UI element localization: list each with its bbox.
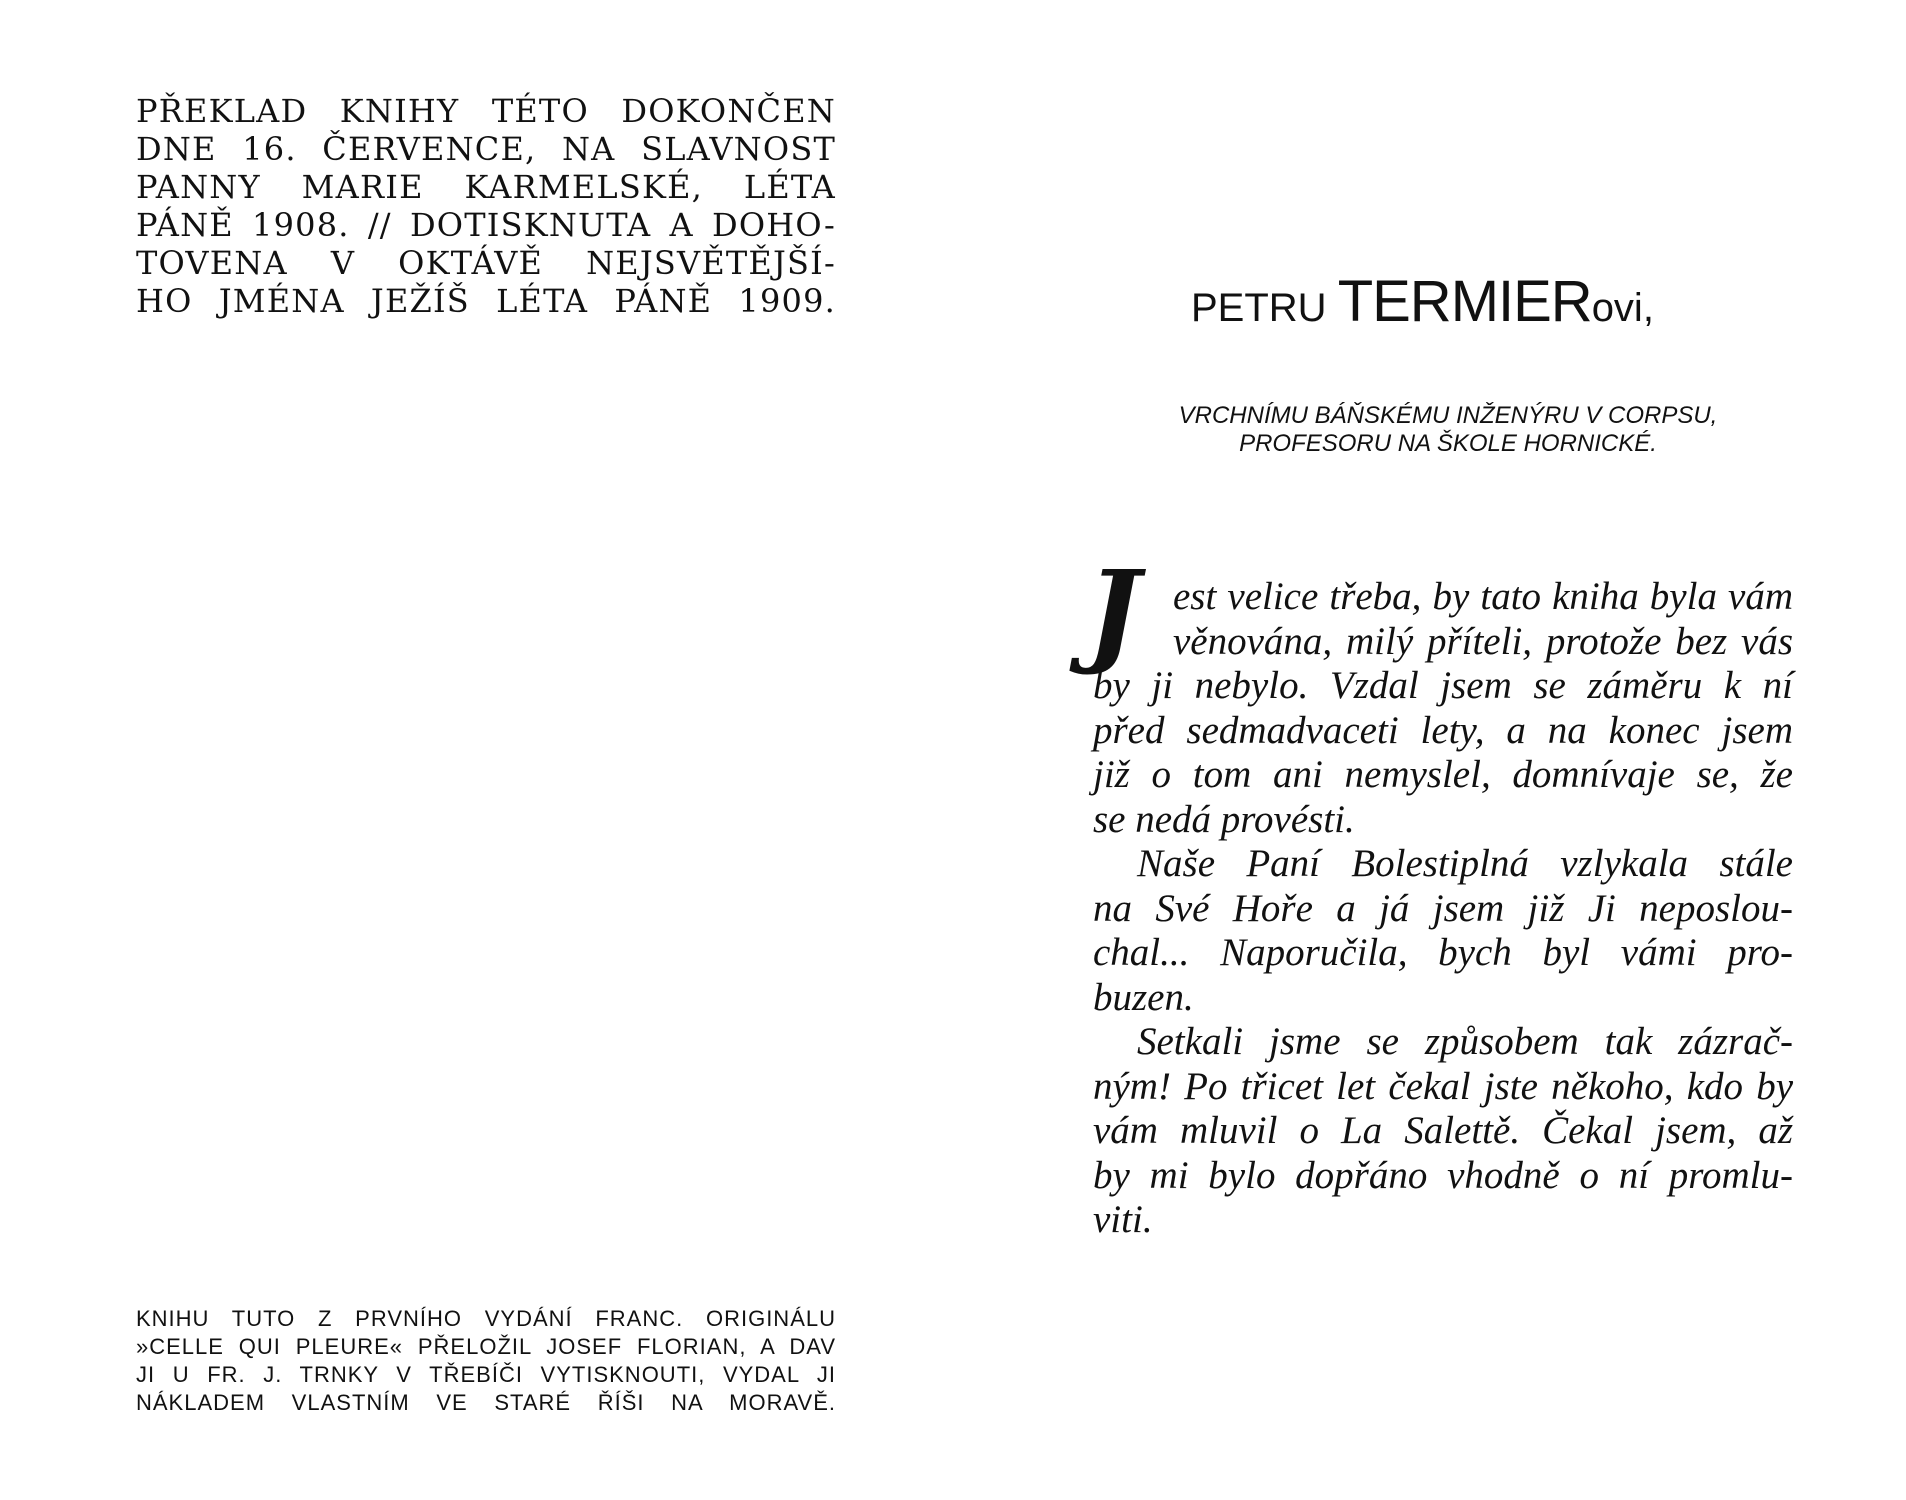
letter-line: věnována, milý příteli, protože bez vás: [1173, 619, 1793, 663]
imprint-line: »CELLE QUI PLEURE« PŘELOŽIL JOSEF FLORIAN, A DAV: [136, 1334, 836, 1359]
dedication-title-line: VRCHNÍMU BÁŇSKÉMU INŽENÝRU V CORPSU,: [1178, 402, 1718, 429]
letter-line: Naše Paní Bolestiplná vzlykala stále: [1137, 842, 1793, 885]
colophon: [136, 92, 836, 320]
imprint: [136, 1305, 836, 1417]
dedication-suffix: ovi,: [1591, 286, 1654, 330]
letter-line: chal... Naporučila, bych byl vámi pro-: [1093, 931, 1793, 974]
letter-line: se nedá provésti.: [1093, 797, 1355, 841]
drop-cap: J: [1087, 547, 1140, 678]
imprint-line: NÁKLADEM VLASTNÍM VE STARÉ ŘÍŠI NA MORAVĚ.: [136, 1390, 836, 1415]
dedication-title-line: PROFESORU NA ŠKOLE HORNICKÉ.: [1239, 430, 1657, 457]
letter-line: est velice třeba, by tato kniha byla vám: [1173, 575, 1793, 618]
letter-line: již o tom ani nemyslel, domnívaje se, že: [1093, 753, 1793, 796]
colophon-line: PŘEKLAD KNIHY TÉTO DOKONČEN: [136, 92, 836, 130]
right-page: [953, 0, 1906, 1500]
letter-line: Setkali jsme se způsobem tak zázrač-: [1137, 1020, 1793, 1063]
letter-line: viti.: [1093, 1198, 1153, 1241]
letter-line: by ji nebylo. Vzdal jsem se záměru k ní: [1093, 664, 1793, 707]
letter-line: ným! Po třicet let čekal jste někoho, kdo by: [1093, 1064, 1793, 1108]
colophon-line: PANNY MARIE KARMELSKÉ, LÉTA: [136, 168, 836, 206]
dedication-prefix: PETRU: [1191, 286, 1338, 330]
dedication-surname: TERMIER: [1337, 269, 1592, 334]
imprint-line: KNIHU TUTO Z PRVNÍHO VYDÁNÍ FRANC. ORIGINÁLU: [136, 1306, 836, 1331]
letter-line: na Své Hoře a já jsem již Ji neposlou-: [1093, 886, 1793, 930]
letter-line: vám mluvil o La Salettě. Čekal jsem, až: [1093, 1109, 1793, 1152]
colophon-line: TOVENA V OKTÁVĚ NEJSVĚTĚJŠÍ-: [136, 244, 836, 282]
letter-line: buzen.: [1093, 975, 1194, 1019]
imprint-line: JI U FR. J. TRNKY V TŘEBÍČI VYTISKNOUTI, VYDAL JI: [136, 1362, 836, 1387]
colophon-line: PÁNĚ 1908. // DOTISKNUTA A DOHO-: [136, 206, 836, 244]
colophon-line: DNE 16. ČERVENCE, NA SLAVNOST: [136, 130, 836, 168]
letter-line: před sedmadvaceti lety, a na konec jsem: [1093, 708, 1793, 752]
dedication-title: [1098, 402, 1798, 458]
colophon-line: HO JMÉNA JEŽÍŠ LÉTA PÁNĚ 1909.: [136, 282, 836, 320]
dedication-letter: [1087, 547, 1793, 1243]
dedication-name: [1191, 269, 1751, 347]
letter-line: by mi bylo dopřáno vhodně o ní promlu-: [1093, 1153, 1793, 1197]
